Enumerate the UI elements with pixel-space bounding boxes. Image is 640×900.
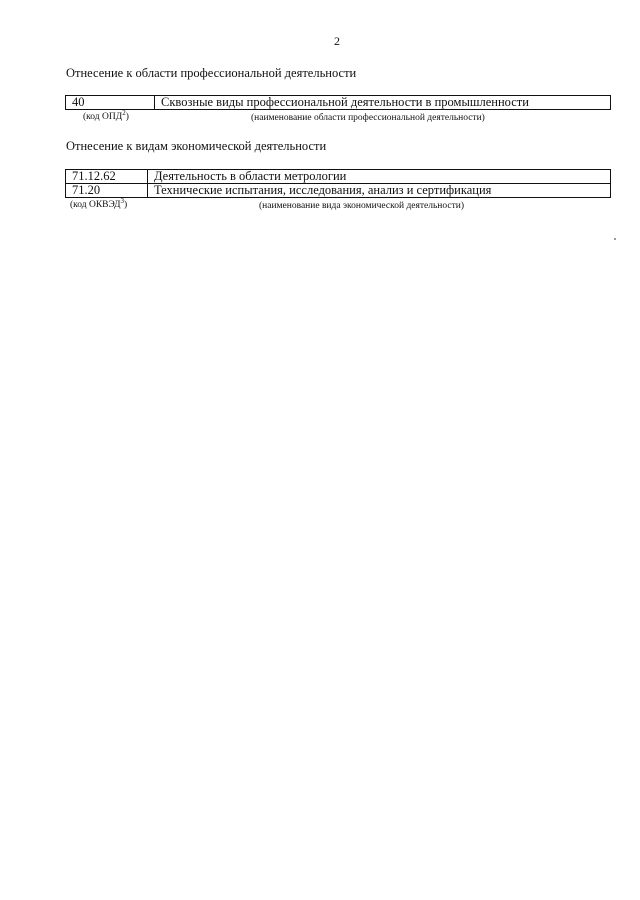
okved-name-caption: (наименование вида экономической деятельности)	[259, 201, 464, 211]
okved-row	[66, 184, 611, 198]
okved-section-title: Отнесение к видам экономической деятельности	[66, 139, 327, 153]
okved-row	[66, 170, 611, 184]
opd-code-caption	[83, 108, 129, 122]
opd-row	[66, 96, 611, 110]
okved-code-caption	[70, 196, 128, 210]
opd-code-caption-text: (код ОПД	[83, 112, 123, 122]
okved-name-cell: Технические испытания, исследования, анализ и сертификация	[148, 184, 611, 198]
okved-code-cell: 71.20	[66, 184, 148, 198]
okved-code-caption-text: (код ОКВЭД	[70, 200, 121, 210]
opd-code-caption-close: )	[125, 112, 129, 122]
scan-speck	[614, 238, 616, 240]
okved-code-caption-close: )	[123, 200, 128, 210]
opd-table	[65, 95, 611, 110]
opd-footnote-ref: 2	[122, 108, 126, 117]
opd-code-cell: 40	[66, 96, 155, 110]
opd-name-cell: Сквозные виды профессиональной деятельности в промышленности	[155, 96, 611, 110]
okved-name-cell: Деятельность в области метрологии	[148, 170, 611, 184]
okved-table	[65, 169, 611, 198]
okved-footnote-ref: 3	[120, 196, 124, 205]
page-number: 2	[334, 34, 340, 48]
opd-section-title: Отнесение к области профессиональной деятельности	[66, 66, 357, 80]
opd-name-caption: (наименование области профессиональной деятельности)	[251, 113, 485, 123]
okved-code-cell: 71.12.62	[66, 170, 148, 184]
